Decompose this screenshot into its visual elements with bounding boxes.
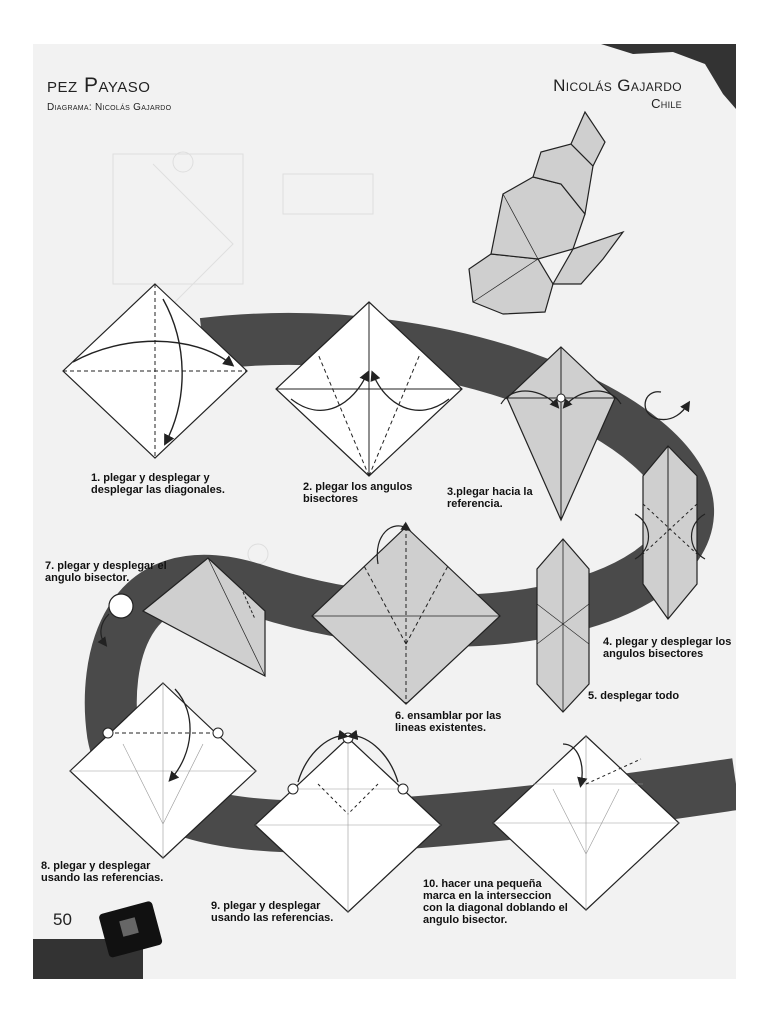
step-10-caption: 10. hacer una pequeña marca en la interseccion con la diagonal doblando el angulo bisector.: [423, 878, 568, 926]
page-title: pez Payaso: [47, 74, 151, 97]
step-4-caption: 4. plegar y desplegar los angulos bisectores: [603, 636, 732, 660]
diagram-sheet: [33, 44, 736, 979]
step-7-caption: 7. plegar y desplegar el angulo bisector.: [45, 560, 167, 584]
diagram-artwork: [33, 44, 736, 979]
step-9-caption: 9. plegar y desplegar usando las referencias.: [211, 900, 334, 924]
step-2-caption: 2. plegar los angulos bisectores: [303, 481, 413, 505]
step-8-caption: 8. plegar y desplegar usando las referencias.: [41, 860, 164, 884]
page-number: 50: [53, 910, 72, 929]
step-6-diagram: [312, 526, 500, 704]
step-6-caption: 6. ensamblar por las lineas existentes.: [395, 710, 502, 734]
page-subtitle: Diagrama: Nicolás Gajardo: [47, 102, 172, 113]
step-1-diagram: [63, 284, 247, 458]
step-9-diagram: [255, 733, 441, 912]
step-1-caption: 1. plegar y desplegar y desplegar las diagonales.: [91, 472, 225, 496]
author-name: Nicolás Gajardo: [553, 76, 682, 95]
step-3-caption: 3.plegar hacia la referencia.: [447, 486, 533, 510]
step-5-diagram: [537, 539, 589, 712]
step-5-caption: 5. desplegar todo: [588, 690, 680, 702]
clown-fish-model: [469, 112, 623, 314]
author-country: Chile: [651, 96, 682, 111]
